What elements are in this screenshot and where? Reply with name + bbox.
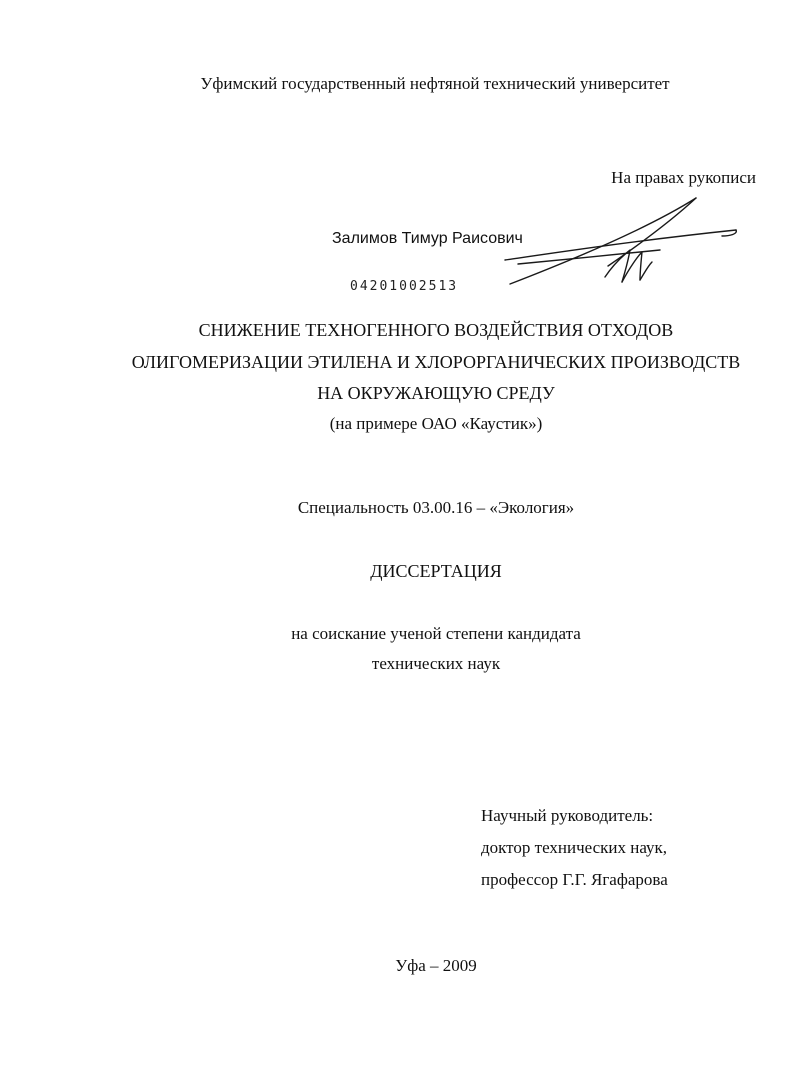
degree-line-2: технических наук <box>371 654 501 673</box>
author-name: Залимов Тимур Раисович <box>332 230 523 247</box>
supervisor-label: Научный руководитель: <box>481 806 654 825</box>
supervisor-degree: доктор технических наук, <box>481 838 668 857</box>
title-line-3: НА ОКРУЖАЮЩУЮ СРЕДУ <box>317 383 555 403</box>
document-type: ДИССЕРТАЦИЯ <box>370 561 502 581</box>
manuscript-note: На правах рукописи <box>611 168 756 187</box>
title-subtitle: (на примере ОАО «Каустик») <box>329 414 543 433</box>
university-name: Уфимский государственный нефтяной технический университет <box>200 74 670 93</box>
place-and-year: Уфа – 2009 <box>395 956 477 975</box>
registration-number: 04201002513 <box>350 279 459 294</box>
supervisor-block <box>481 800 668 896</box>
supervisor-name: профессор Г.Г. Ягафарова <box>481 870 668 889</box>
author-signature <box>500 192 750 297</box>
degree-line-1: на соискание ученой степени кандидата <box>291 624 581 643</box>
title-line-2: ОЛИГОМЕРИЗАЦИИ ЭТИЛЕНА И ХЛОРОРГАНИЧЕСКИХ ПРОИЗВОДСТВ <box>131 352 741 372</box>
specialty: Специальность 03.00.16 – «Экология» <box>297 498 575 517</box>
title-line-1: СНИЖЕНИЕ ТЕХНОГЕННОГО ВОЗДЕЙСТВИЯ ОТХОДОВ <box>198 320 674 340</box>
